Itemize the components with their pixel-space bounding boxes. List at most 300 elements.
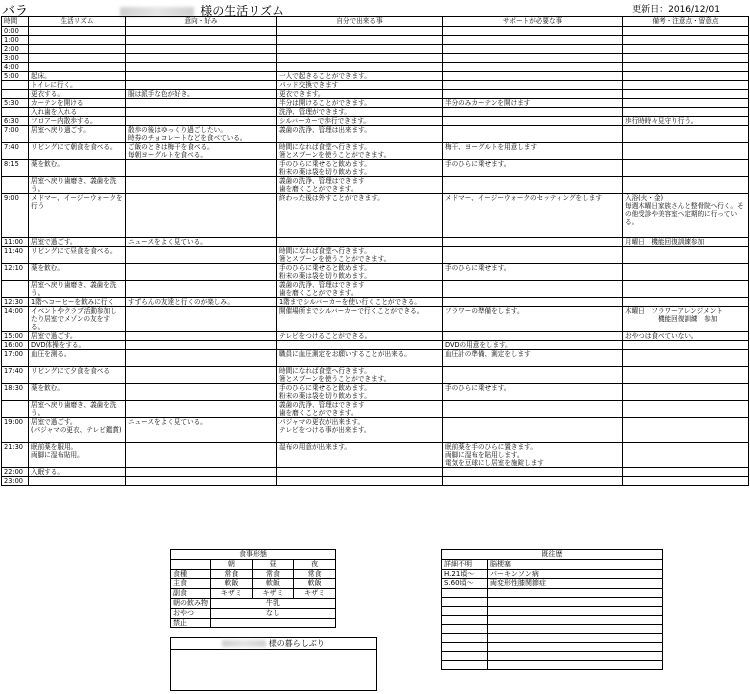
- schedule-row: [2, 27, 749, 36]
- history-disease: 両変形性膝関節症: [488, 579, 663, 589]
- time-cell: 17:40: [2, 367, 29, 384]
- schedule-row: [2, 81, 749, 90]
- can-do-cell: 手のひらに乗せると飲めます。 粉末の薬は袋を切り飲めます。: [277, 384, 443, 401]
- history-row: [442, 625, 663, 634]
- preference-cell: [126, 108, 277, 117]
- notes-cell: [623, 45, 749, 54]
- notes-cell: [623, 63, 749, 72]
- history-row: [442, 652, 663, 661]
- history-table: [441, 549, 663, 670]
- notes-cell: [623, 143, 749, 160]
- preference-cell: [126, 281, 277, 298]
- preference-cell: [126, 367, 277, 384]
- rhythm-cell: [29, 63, 126, 72]
- meal-row-value: キザミ: [294, 589, 336, 599]
- history-disease: [488, 643, 663, 652]
- rhythm-cell: リビングにて夕食を食べる: [29, 367, 126, 384]
- rhythm-cell: [29, 27, 126, 36]
- preference-cell: 服は派手な色が好き。: [126, 90, 277, 99]
- page-header: [0, 0, 750, 19]
- history-title: 既往歴: [442, 550, 663, 560]
- notes-cell: [623, 160, 749, 177]
- notes-cell: [623, 54, 749, 63]
- history-date: [442, 598, 488, 607]
- time-cell: [2, 90, 29, 99]
- rhythm-cell: 入眠する。: [29, 468, 126, 477]
- meal-row-label: 副食: [171, 589, 211, 599]
- can-do-cell: 義歯の洗浄、管理はできます 歯を磨くことができます。: [277, 177, 443, 194]
- support-cell: [443, 298, 623, 307]
- can-do-cell: シルバーカーで歩行できます。: [277, 117, 443, 126]
- notes-cell: おやつは食べていない。: [623, 332, 749, 341]
- meal-row-value: なし: [211, 608, 336, 618]
- preference-cell: [126, 384, 277, 401]
- preference-cell: ニュースをよく見ている。: [126, 238, 277, 247]
- schedule-row: [2, 117, 749, 126]
- rhythm-cell: 更衣する。: [29, 90, 126, 99]
- can-do-cell: 終わった後は外すことができます。: [277, 194, 443, 238]
- notes-cell: [623, 384, 749, 401]
- notes-cell: 歩行時時々見守り行う。: [623, 117, 749, 126]
- notes-cell: [623, 468, 749, 477]
- meal-row-value: 常食: [252, 569, 294, 579]
- time-cell: 0:00: [2, 27, 29, 36]
- time-cell: 5:30: [2, 99, 29, 108]
- history-disease: [488, 607, 663, 616]
- notes-cell: [623, 401, 749, 418]
- schedule-row: [2, 45, 749, 54]
- support-cell: [443, 72, 623, 81]
- time-cell: 14:00: [2, 307, 29, 332]
- schedule-row: [2, 194, 749, 238]
- can-do-cell: 時間になれば食堂へ行きます。 箸とスプーンを使うことができます。: [277, 367, 443, 384]
- history-date: [442, 643, 488, 652]
- time-cell: 8:15: [2, 160, 29, 177]
- meal-row: [171, 608, 336, 618]
- time-cell: 3:00: [2, 54, 29, 63]
- can-do-cell: 義歯の洗浄、管理はできます 歯を磨くことができます。: [277, 281, 443, 298]
- support-cell: [443, 418, 623, 443]
- support-cell: 半分のみカーテンを開けます: [443, 99, 623, 108]
- preference-cell: [126, 264, 277, 281]
- support-cell: 手のひらに乗せます。: [443, 160, 623, 177]
- schedule-row: [2, 177, 749, 194]
- notes-cell: 月曜日 機能回復訓練参加: [623, 238, 749, 247]
- history-date: [442, 589, 488, 598]
- schedule-row: [2, 332, 749, 341]
- can-do-cell: 手のひらに乗せると飲めます。 粉末の薬は袋を切り飲めます。: [277, 160, 443, 177]
- can-do-cell: [277, 468, 443, 477]
- meal-row-value: 軟飯: [252, 579, 294, 589]
- time-cell: 18:30: [2, 384, 29, 401]
- notes-cell: 木曜日 フラワーアレンジメント 機能回復訓練 参加: [623, 307, 749, 332]
- can-do-cell: 半分は開けることができます。: [277, 99, 443, 108]
- can-do-cell: 1階までシルバーカーを使い行くことができる。: [277, 298, 443, 307]
- can-do-cell: [277, 45, 443, 54]
- col-header-rhythm: 生活リズム: [29, 17, 126, 27]
- support-cell: [443, 281, 623, 298]
- preference-cell: [126, 247, 277, 264]
- preference-cell: ご飯のときは梅干を食べる。 毎朝ヨーグルトを食べる。: [126, 143, 277, 160]
- meal-row: [171, 598, 336, 608]
- left-title: バラ: [2, 4, 29, 19]
- meal-row-value: 牛乳: [211, 598, 336, 608]
- notes-cell: [623, 443, 749, 468]
- preference-cell: [126, 177, 277, 194]
- schedule-header-row: [2, 17, 749, 27]
- meal-table: [170, 549, 336, 628]
- schedule-row: [2, 443, 749, 468]
- history-date: S.60頃～: [442, 579, 488, 589]
- schedule-row: [2, 126, 749, 143]
- meal-header-lunch: 昼: [252, 559, 294, 569]
- time-cell: 15:00: [2, 332, 29, 341]
- rhythm-cell: DVD体操をする。: [29, 341, 126, 350]
- rhythm-cell: 薬を飲む。: [29, 264, 126, 281]
- rhythm-cell: 居室へ戻り歯磨き、義歯を洗う。: [29, 177, 126, 194]
- schedule-row: [2, 298, 749, 307]
- updated-date: 更新日：2016/12/01: [632, 5, 720, 15]
- history-row: [442, 643, 663, 652]
- rhythm-cell: リビングにて昼食を食べる。: [29, 247, 126, 264]
- meal-row-label: 禁止: [171, 618, 211, 628]
- preference-cell: ニュースをよく見ている。: [126, 418, 277, 443]
- time-cell: 1:00: [2, 36, 29, 45]
- can-do-cell: 更衣できます。: [277, 90, 443, 99]
- time-cell: 11:00: [2, 238, 29, 247]
- meal-row-label: 朝の飲み物: [171, 598, 211, 608]
- preference-cell: [126, 307, 277, 332]
- history-date: 詳細不明: [442, 559, 488, 569]
- time-cell: 22:00: [2, 468, 29, 477]
- support-cell: 手のひらに乗せます。: [443, 264, 623, 281]
- time-cell: 6:30: [2, 117, 29, 126]
- history-disease: [488, 598, 663, 607]
- history-disease: [488, 625, 663, 634]
- schedule-row: [2, 341, 749, 350]
- schedule-table: [1, 16, 749, 486]
- schedule-row: [2, 401, 749, 418]
- time-cell: [2, 108, 29, 117]
- history-date: [442, 625, 488, 634]
- history-row: [442, 559, 663, 569]
- rhythm-cell: 居室で過ごす。: [29, 238, 126, 247]
- meal-title-row: [171, 550, 336, 560]
- support-cell: [443, 126, 623, 143]
- history-row: [442, 598, 663, 607]
- col-header-preference: 意向・好み: [126, 17, 277, 27]
- preference-cell: [126, 350, 277, 367]
- history-date: H.21頃～: [442, 569, 488, 579]
- col-header-notes: 備考・注意点・留意点: [623, 17, 749, 27]
- time-cell: 23:00: [2, 477, 29, 486]
- schedule-row: [2, 384, 749, 401]
- preference-cell: [126, 45, 277, 54]
- meal-row: [171, 589, 336, 599]
- support-cell: [443, 108, 623, 117]
- notes-cell: [623, 477, 749, 486]
- can-do-cell: 義歯の洗浄、管理は出来ます。: [277, 126, 443, 143]
- schedule-row: [2, 264, 749, 281]
- support-cell: [443, 54, 623, 63]
- rhythm-cell: 居室へ戻り歯磨き、義歯を洗う。: [29, 401, 126, 418]
- support-cell: [443, 177, 623, 194]
- schedule-row: [2, 36, 749, 45]
- schedule-row: [2, 238, 749, 247]
- notes-cell: [623, 27, 749, 36]
- history-row: [442, 589, 663, 598]
- support-cell: [443, 63, 623, 72]
- support-cell: [443, 238, 623, 247]
- preference-cell: [126, 341, 277, 350]
- schedule-row: [2, 160, 749, 177]
- can-do-cell: [277, 54, 443, 63]
- col-header-time: 時間: [2, 17, 29, 27]
- rhythm-cell: [29, 54, 126, 63]
- rhythm-cell: 居室へ戻り歯磨き、義歯を洗う。: [29, 281, 126, 298]
- meal-row: [171, 618, 336, 628]
- support-cell: 眠前薬を手のひらに置きます。 両脚に湿布を貼用します。 電気を豆球にし居室を施錠します: [443, 443, 623, 468]
- history-row: [442, 607, 663, 616]
- support-cell: [443, 81, 623, 90]
- preference-cell: [126, 72, 277, 81]
- time-cell: [2, 177, 29, 194]
- history-title-row: [442, 550, 663, 560]
- history-disease: [488, 589, 663, 598]
- time-cell: 12:30: [2, 298, 29, 307]
- preference-cell: [126, 401, 277, 418]
- meal-row: [171, 579, 336, 589]
- schedule-row: [2, 72, 749, 81]
- support-cell: [443, 477, 623, 486]
- time-cell: 9:00: [2, 194, 29, 238]
- can-do-cell: [277, 238, 443, 247]
- schedule-row: [2, 418, 749, 443]
- meal-row-value: 軟飯: [294, 579, 336, 589]
- time-cell: 11:40: [2, 247, 29, 264]
- can-do-cell: 義歯の洗浄、管理はできます 歯を磨くことができます。: [277, 401, 443, 418]
- time-cell: 12:10: [2, 264, 29, 281]
- rhythm-cell: [29, 477, 126, 486]
- notes-cell: [623, 90, 749, 99]
- support-cell: [443, 90, 623, 99]
- can-do-cell: テレビをつけることができる。: [277, 332, 443, 341]
- schedule-row: [2, 90, 749, 99]
- schedule-row: [2, 350, 749, 367]
- can-do-cell: 職員に血圧測定をお願いすることが出来る。: [277, 350, 443, 367]
- life-box: [170, 637, 377, 691]
- can-do-cell: 洗浄、管理ができます。: [277, 108, 443, 117]
- history-row: [442, 661, 663, 670]
- schedule-row: [2, 477, 749, 486]
- can-do-cell: [277, 477, 443, 486]
- can-do-cell: 時間になれば食堂へ行きます。 箸とスプーンを使うことができます。: [277, 247, 443, 264]
- schedule-row: [2, 247, 749, 264]
- time-cell: 7:40: [2, 143, 29, 160]
- preference-cell: [126, 36, 277, 45]
- history-disease: [488, 616, 663, 625]
- support-cell: フラワーの準備をします。: [443, 307, 623, 332]
- can-do-cell: パジャマの更衣が出来ます。 テレビをつける事が出来ます。: [277, 418, 443, 443]
- history-disease: [488, 634, 663, 643]
- can-do-cell: パッド交換できます: [277, 81, 443, 90]
- notes-cell: [623, 72, 749, 81]
- rhythm-cell: 居室で過ごす。 (パジャマの更衣、テレビ鑑賞): [29, 418, 126, 443]
- meal-row-label: 食種: [171, 569, 211, 579]
- preference-cell: [126, 81, 277, 90]
- rhythm-cell: 薬を飲む。: [29, 160, 126, 177]
- preference-cell: [126, 54, 277, 63]
- schedule-row: [2, 281, 749, 298]
- history-date: [442, 616, 488, 625]
- can-do-cell: 時間になれば食堂へ行きます。 箸とスプーンを使うことができます。: [277, 143, 443, 160]
- rhythm-cell: イベントやクラブ活動参加したり居室でメゾンの友をする。: [29, 307, 126, 332]
- notes-cell: [623, 298, 749, 307]
- meal-row-value: 常食: [294, 569, 336, 579]
- history-date: [442, 607, 488, 616]
- preference-cell: [126, 443, 277, 468]
- rhythm-cell: カーテンを開ける: [29, 99, 126, 108]
- time-cell: [2, 81, 29, 90]
- notes-cell: 入浴(火・金) 毎週木曜日家族さんと整骨院へ行く。その他受診や美容室へ定期的に行っている。: [623, 194, 749, 238]
- history-date: [442, 661, 488, 670]
- preference-cell: [126, 99, 277, 108]
- notes-cell: [623, 126, 749, 143]
- support-cell: [443, 401, 623, 418]
- can-do-cell: [277, 27, 443, 36]
- history-date: [442, 634, 488, 643]
- notes-cell: [623, 418, 749, 443]
- history-row: [442, 634, 663, 643]
- notes-cell: [623, 341, 749, 350]
- time-cell: 16:00: [2, 341, 29, 350]
- can-do-cell: 一人で起きることができます。: [277, 72, 443, 81]
- meal-row-label: 主食: [171, 579, 211, 589]
- schedule-row: [2, 108, 749, 117]
- preference-cell: 散歩の後はゆっくり過ごしたい。 時券のチョコレートなどを食べている。: [126, 126, 277, 143]
- can-do-cell: [277, 341, 443, 350]
- support-cell: [443, 468, 623, 477]
- support-cell: 手のひらに乗せます。: [443, 384, 623, 401]
- time-cell: [2, 401, 29, 418]
- rhythm-cell: 居室で過ごす。: [29, 332, 126, 341]
- notes-cell: [623, 281, 749, 298]
- time-cell: 17:00: [2, 350, 29, 367]
- support-cell: [443, 247, 623, 264]
- meal-row-value: キザミ: [252, 589, 294, 599]
- redacted-name: [120, 7, 194, 17]
- support-cell: 血圧計の準備、測定をします: [443, 350, 623, 367]
- can-do-cell: 開催場所までシルバーカーで行くことができる。: [277, 307, 443, 332]
- preference-cell: [126, 27, 277, 36]
- time-cell: [2, 281, 29, 298]
- rhythm-cell: メドマー、イージーウォークを行う: [29, 194, 126, 238]
- history-disease: パーキンソン病: [488, 569, 663, 579]
- schedule-row: [2, 54, 749, 63]
- rhythm-cell: 薬を飲む。: [29, 384, 126, 401]
- support-cell: [443, 367, 623, 384]
- can-do-cell: [277, 36, 443, 45]
- rhythm-cell: 血圧を測る。: [29, 350, 126, 367]
- support-cell: [443, 45, 623, 54]
- can-do-cell: 手のひらに乗せると飲めます。 粉末の薬は袋を切り飲めます。: [277, 264, 443, 281]
- preference-cell: すずらんの友達と行くのが楽しみ。: [126, 298, 277, 307]
- meal-row-value: [211, 618, 336, 628]
- rhythm-cell: フロアー内散歩する。: [29, 117, 126, 126]
- notes-cell: [623, 367, 749, 384]
- time-cell: 21:30: [2, 443, 29, 468]
- history-row: [442, 579, 663, 589]
- col-header-can-do: 自分で出来る事: [277, 17, 443, 27]
- schedule-row: [2, 99, 749, 108]
- time-cell: 4:00: [2, 63, 29, 72]
- meal-row-value: 軟飯: [211, 579, 253, 589]
- meal-row-value: キザミ: [211, 589, 253, 599]
- preference-cell: [126, 117, 277, 126]
- can-do-cell: [277, 63, 443, 72]
- support-cell: DVDの用意をします。: [443, 341, 623, 350]
- time-cell: 7:00: [2, 126, 29, 143]
- history-row: [442, 616, 663, 625]
- history-row: [442, 569, 663, 579]
- schedule-row: [2, 307, 749, 332]
- rhythm-cell: トイレに行く。: [29, 81, 126, 90]
- time-cell: 5:00: [2, 72, 29, 81]
- history-disease: 脳梗塞: [488, 559, 663, 569]
- preference-cell: [126, 332, 277, 341]
- rhythm-cell: [29, 36, 126, 45]
- life-box-title: 様の暮らしぶり: [268, 639, 325, 648]
- meal-header-row: [171, 559, 336, 569]
- meal-row-label: おやつ: [171, 608, 211, 618]
- history-disease: [488, 661, 663, 670]
- meal-header-breakfast: 朝: [211, 559, 253, 569]
- notes-cell: [623, 108, 749, 117]
- preference-cell: [126, 160, 277, 177]
- rhythm-cell: 起床。: [29, 72, 126, 81]
- notes-cell: [623, 247, 749, 264]
- history-disease: [488, 652, 663, 661]
- schedule-row: [2, 63, 749, 72]
- preference-cell: [126, 194, 277, 238]
- support-cell: [443, 36, 623, 45]
- can-do-cell: 湿布の用意が出来ます。: [277, 443, 443, 468]
- meal-row-value: 常食: [211, 569, 253, 579]
- schedule-row: [2, 367, 749, 384]
- meal-title: 食事形態: [171, 550, 336, 560]
- support-cell: 梅干、ヨーグルトを用意します: [443, 143, 623, 160]
- preference-cell: [126, 477, 277, 486]
- time-cell: 2:00: [2, 45, 29, 54]
- rhythm-cell: 居室へ戻り過ごす。: [29, 126, 126, 143]
- col-header-support: サポートが必要な事: [443, 17, 623, 27]
- support-cell: [443, 332, 623, 341]
- support-cell: [443, 117, 623, 126]
- history-date: [442, 652, 488, 661]
- meal-header-dinner: 夜: [294, 559, 336, 569]
- time-cell: 19:00: [2, 418, 29, 443]
- notes-cell: [623, 177, 749, 194]
- rhythm-cell: [29, 45, 126, 54]
- notes-cell: [623, 264, 749, 281]
- page-title: 様の生活リズム: [200, 4, 285, 18]
- meal-row: [171, 569, 336, 579]
- support-cell: メドマー、イージーウォークのセッティングをします: [443, 194, 623, 238]
- notes-cell: [623, 81, 749, 90]
- notes-cell: [623, 99, 749, 108]
- rhythm-cell: 入れ歯を入れる: [29, 108, 126, 117]
- preference-cell: [126, 63, 277, 72]
